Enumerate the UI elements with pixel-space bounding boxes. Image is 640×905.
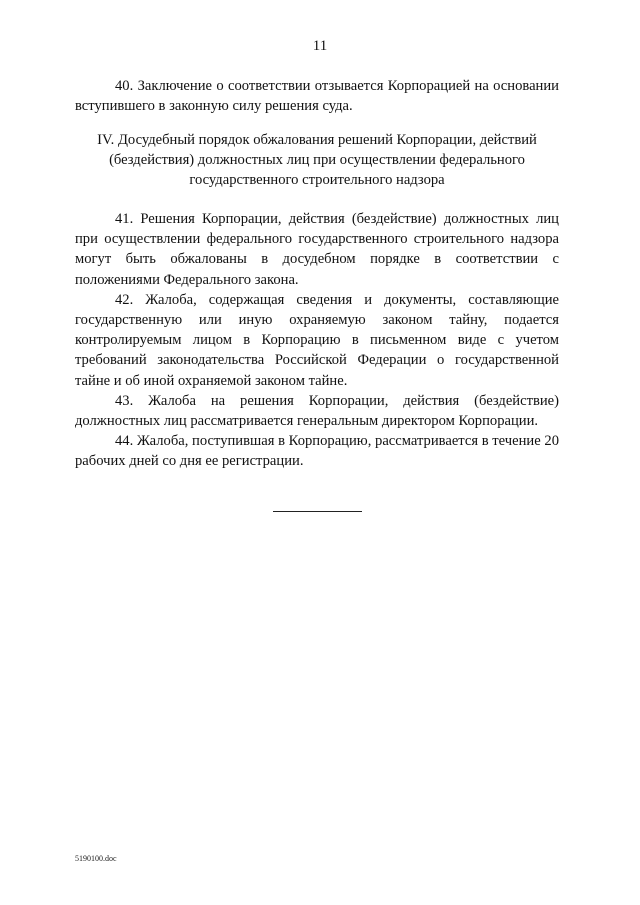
clause-40: 40. Заключение о соответствии отзывается Корпорацией на основании вступившего в законную силу решения суда. [75, 78, 559, 115]
clause-block-41-44 [75, 209, 559, 472]
clause-43: 43. Жалоба на решения Корпорации, действия (бездействие) должностных лиц рассматривается генеральным директором Корпорации. [75, 392, 559, 430]
clause-block-40 [75, 76, 559, 116]
clause-42: 42. Жалоба, содержащая сведения и документы, составляющие государственную или иную охраняемую законом тайну, подается контролируемым лицом в Корпорацию в письменном виде с учетом требований законодательства Российской Федерации о государственной тайне и об иной охраняемой законом тайне. [75, 291, 559, 389]
clause-41: 41. Решения Корпорации, действия (бездействие) должностных лиц при осуществлении федерального государственного строительного надзора могут быть обжалованы в досудебном порядке в соответствии с положениями Федерального закона. [75, 211, 559, 288]
page-number: 11 [312, 38, 328, 54]
end-separator-line [273, 511, 362, 512]
clause-44: 44. Жалоба, поступившая в Корпорацию, рассматривается в течение 20 рабочих дней со дня ее регистрации. [75, 433, 559, 470]
section-heading: IV. Досудебный порядок обжалования решений Корпорации, действий (бездействия) должностных лиц при осуществлении федерального государственного строительного надзора [97, 132, 537, 189]
document-code: 5190100.doc [75, 854, 117, 863]
